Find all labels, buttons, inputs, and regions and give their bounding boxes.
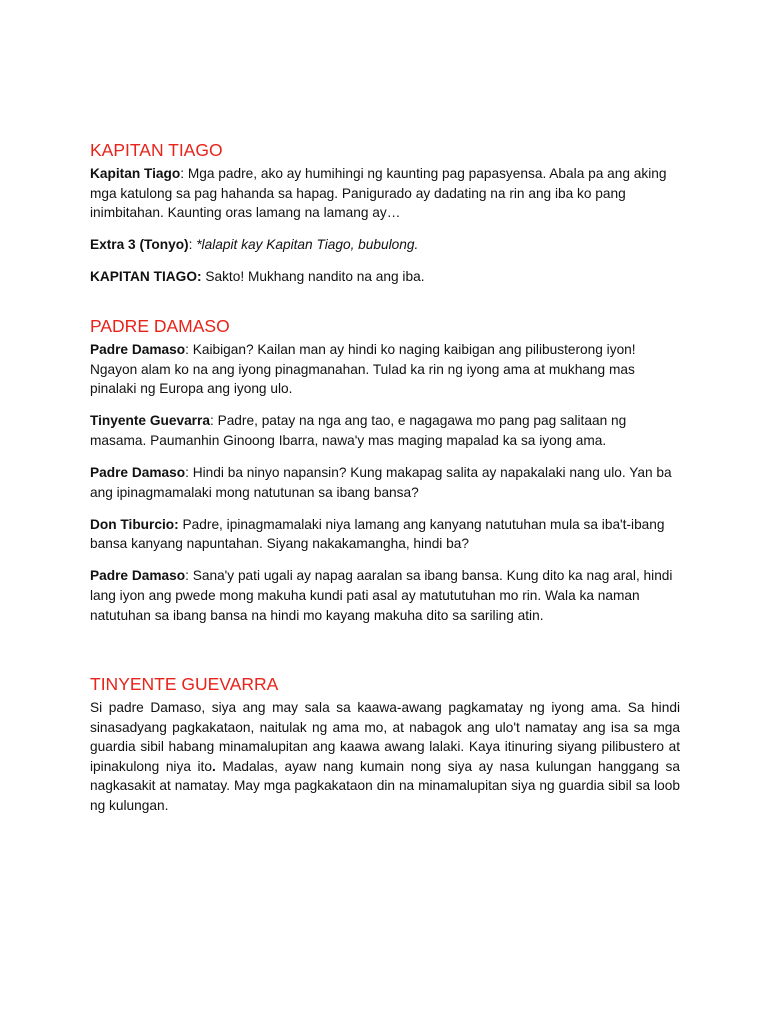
dialogue-line bbox=[90, 164, 680, 223]
dialogue-line bbox=[90, 515, 680, 554]
speaker-name: Don Tiburcio: bbox=[90, 516, 179, 532]
speaker-name: KAPITAN TIAGO: bbox=[90, 269, 202, 285]
paragraph-text: Si padre Damaso, siya ang may sala sa kaawa-awang pagkamatay ng iyong ama. Sa hindi sinasadyang pagkakataon, naitulak ng ama mo, at nabagok ang ulo't namatay ang isa sa mga guardia sibil habang minamalupitan ang kaawa awang lalaki. Kaya itinuring siyang pilibustero at ipinakulong niya ito bbox=[90, 700, 680, 774]
dialogue-text: Padre, ipinagmamalaki niya lamang ang kanyang natutuhan mula sa iba't-ibang bansa kanyang napuntahan. Siyang nakakamangha, hindi ba? bbox=[90, 516, 665, 552]
speaker-name: Padre Damaso bbox=[90, 464, 186, 480]
speaker-name: Tinyente Guevarra bbox=[90, 413, 210, 429]
speaker-name: Padre Damaso bbox=[90, 568, 186, 584]
section-heading: PADRE DAMASO bbox=[90, 315, 230, 336]
speaker-name: Padre Damaso bbox=[90, 341, 186, 357]
dialogue-line bbox=[90, 235, 680, 255]
section-heading: KAPITAN TIAGO bbox=[90, 140, 223, 160]
paragraph-period: . bbox=[211, 758, 216, 774]
dialogue-text: Hindi ba ninyo napansin? Kung makapag salita ay napakalaki nang ulo. Yan ba ang ipinagmamalaki mong natutunan sa ibang bansa? bbox=[90, 464, 672, 500]
dialogue-text: Mga padre, ako ay humihingi ng kaunting pag papasyensa. Abala pa ang aking mga katulong sa pag hahanda sa hapag. Panigurado ay dadating na rin ang iba ko pang inimbitahan. Kaunting oras lamang na lamang ay… bbox=[90, 166, 667, 221]
stage-direction: *lalapit kay Kapitan Tiago, bubulong. bbox=[196, 237, 419, 253]
dialogue-text: Sakto! Mukhang nandito na ang iba. bbox=[205, 269, 425, 285]
separator: : bbox=[180, 166, 188, 181]
speaker-name: Extra 3 (Tonyo) bbox=[90, 237, 189, 253]
separator: : bbox=[185, 464, 193, 480]
separator: : bbox=[209, 413, 218, 429]
dialogue-text: Sana'y pati ugali ay napag aaralan sa ibang bansa. Kung dito ka nag aral, hindi lang iyon ang pwede mong makuha kundi pati asal ay matututuhan mo rin. Wala ka naman natutuhan sa ibang bansa na hindi mo kayang makuha dito sa sariling atin. bbox=[90, 568, 673, 623]
dialogue-line bbox=[90, 267, 680, 287]
dialogue-line bbox=[90, 411, 680, 450]
dialogue-line bbox=[90, 566, 680, 625]
section-padre-damaso bbox=[90, 316, 680, 625]
separator: : bbox=[185, 341, 193, 357]
section-kapitan-tiago bbox=[90, 140, 680, 287]
dialogue-text: Padre, patay na nga ang tao, e nagagawa mo pang pag salitaan ng masama. Paumanhin Ginoong Ibarra, nawa'y mas maging mapalad ka sa iyong ama. bbox=[90, 413, 627, 448]
paragraph-text: Madalas, ayaw nang kumain nong siya ay nasa kulungan hanggang sa nagkasakit at namatay. May mga pagkakataon din na minamalupitan siya ng guardia sibil sa loob ng kulungan. bbox=[90, 758, 680, 814]
narrative-paragraph bbox=[90, 698, 680, 816]
section-heading: TINYENTE GUEVARRA bbox=[90, 674, 279, 695]
dialogue-line bbox=[90, 340, 680, 399]
separator: : bbox=[185, 568, 193, 584]
section-tinyente-guevarra bbox=[90, 674, 680, 816]
speaker-name: Kapitan Tiago bbox=[90, 166, 181, 181]
dialogue-line bbox=[90, 463, 680, 502]
dialogue-text: Kaibigan? Kailan man ay hindi ko naging kaibigan ang pilibusterong iyon! Ngayon alam ko na ang iyong pinagmanahan. Tulad ka rin ng iyong ama at mukhang mas pinalaki ng Europa ang iyong ulo. bbox=[90, 341, 636, 397]
separator: : bbox=[188, 237, 197, 253]
